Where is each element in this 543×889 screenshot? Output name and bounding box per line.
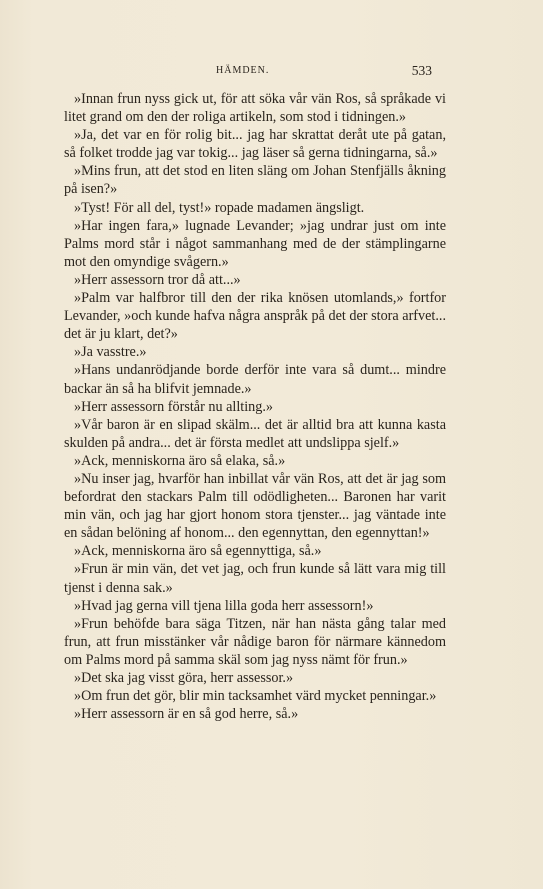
paragraph-18: »Det ska jag visst göra, herr assessor.» xyxy=(74,670,294,686)
paragraph-5: »Har ingen fara,» lugnade Levander; »jag undrar just om inte Palms mord står i något sammanhang med de der stämplingarne mot den omyndige svågern.» xyxy=(64,217,446,270)
paragraph-3: »Mins frun, att det stod en liten släng om Johan Stenfjälls åkning på isen?» xyxy=(64,163,446,198)
paragraph-7: »Palm var halfbror till den der rika knösen utomlands,» fortfor Levander, »och kunde hafva några anspråk på det der stora arfvet... det är ju klart, det?» xyxy=(64,290,446,343)
paragraph-6: »Herr assessorn tror då att...» xyxy=(74,271,241,288)
paragraph-11: »Vår baron är en slipad skälm... det är alltid bra att kunna kasta skulden på andra... det är första medlet att undslippa sjelf.» xyxy=(64,416,446,451)
page-number: 533 xyxy=(411,63,432,78)
body-text xyxy=(64,90,446,723)
paragraph-19: »Om frun det gör, blir min tacksamhet värd mycket penningar.» xyxy=(74,688,437,705)
paragraph-8: »Ja vasstre.» xyxy=(74,344,147,361)
paragraph-12: »Ack, menniskorna äro så elaka, så.» xyxy=(74,452,286,469)
paragraph-15: »Frun är min vän, det vet jag, och frun kunde så lätt vara mig till tjenst i denna sak.» xyxy=(64,561,446,596)
paragraph-10: »Herr assessorn förstår nu allting.» xyxy=(74,398,273,415)
paragraph-4: »Tyst! För all del, tyst!» ropade madamen ängsligt. xyxy=(74,199,365,216)
page-header xyxy=(64,63,432,83)
paragraph-20: »Herr assessorn är en så god herre, så.» xyxy=(74,706,299,723)
paragraph-13: »Nu inser jag, hvarför han inbillat vår vän Ros, att det är jag som befordrat den stackars Palm till odödligheten... Baronen har varit min vän, och jag har gjort honom stora tjenster... jag väntade inte en sådan belöning af honom... den egennyttan, den egennyttan!» xyxy=(64,470,446,542)
paragraph-1: »Innan frun nyss gick ut, för att söka vår vän Ros, så språkade vi litet grand om den der roliga artikeln, som stod i tidningen.» xyxy=(64,91,446,126)
running-title: HÄMDEN. xyxy=(216,65,270,76)
paragraph-2: »Ja, det var en för rolig bit... jag har skrattat deråt ute på gatan, så folket trodde jag var tokig... jag läser så gerna tidningarna, så.» xyxy=(64,127,446,162)
paragraph-14: »Ack, menniskorna äro så egennyttiga, så.» xyxy=(74,543,322,560)
paragraph-16: »Hvad jag gerna vill tjena lilla goda herr assessorn!» xyxy=(74,597,374,614)
paragraph-9: »Hans undanrödjande borde derför inte vara så dumt... mindre backar än så ha blifvit jemnade.» xyxy=(64,362,446,397)
paragraph-17: »Frun behöfde bara säga Titzen, när han nästa gång talar med frun, att frun misstänker vår nådige baron för närmare kännedom om Palms mord på samma skäl som jag nyss nämt för frun.» xyxy=(64,615,446,668)
